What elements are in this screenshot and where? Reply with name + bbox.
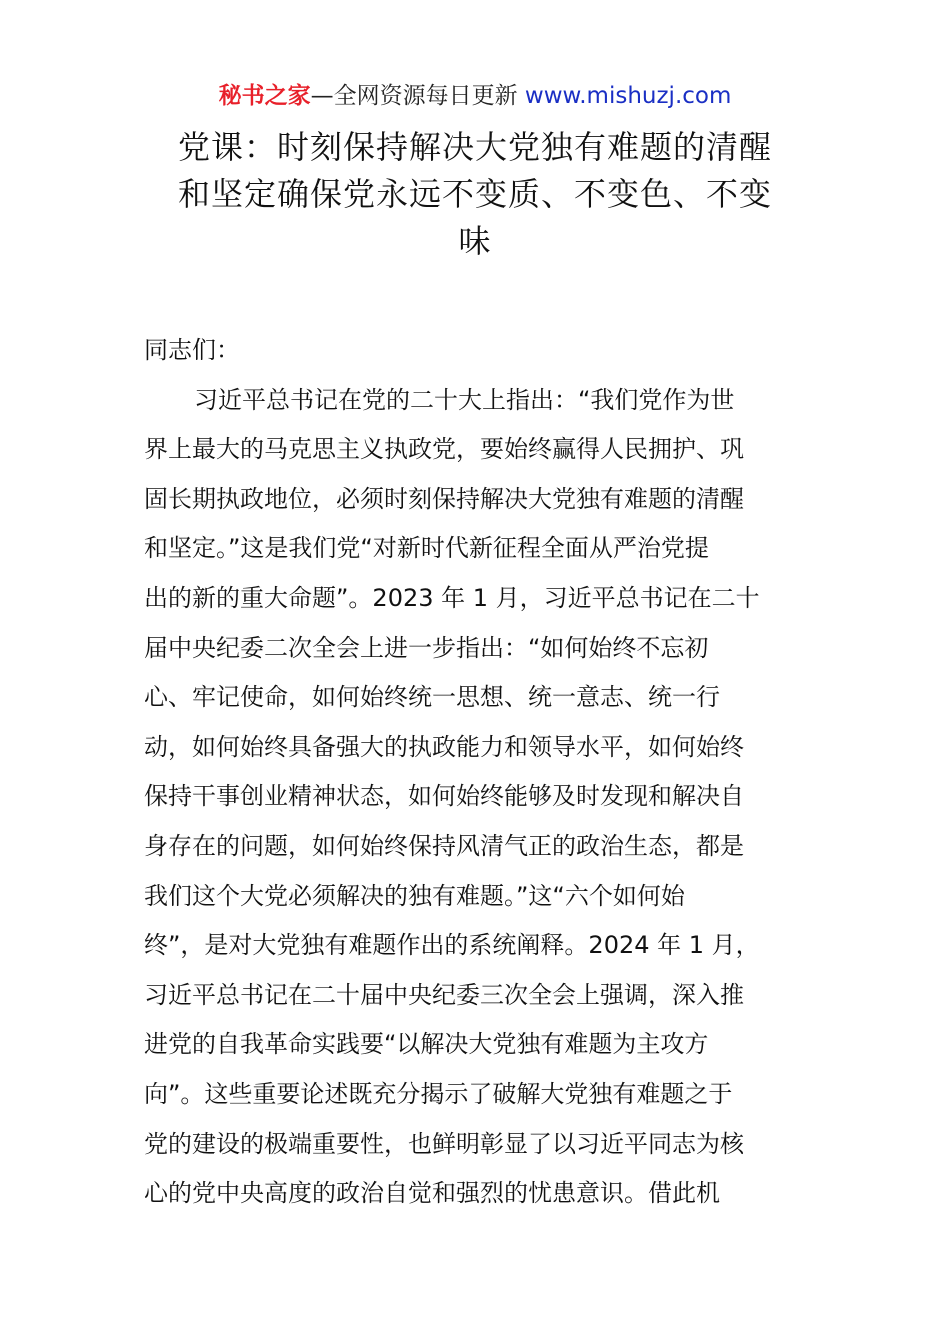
title-line: 党课：时刻保持解决大党独有难题的清醒 [177,128,772,166]
body-line: 习近平总书记在二十届中央纪委三次全会上强调，深入推 [144,980,744,1009]
title-line: 味 [458,222,492,260]
site-tagline: —全网资源每日更新 [310,83,525,109]
body-line: 出的新的重大命题”。2023 年 1 月，习近平总书记在二十 [144,583,760,612]
body-line: 党的建设的极端重要性，也鲜明彰显了以习近平同志为核 [144,1129,744,1158]
body-line: 终”，是对大党独有难题作出的系统阐释。2024 年 1 月， [144,931,760,960]
salutation: 同志们： [144,336,240,364]
body-line: 习近平总书记在党的二十大上指出：“我们党作为世 [194,385,735,414]
title-line: 和坚定确保党永远不变质、不变色、不变 [177,175,772,213]
body-line: 保持干事创业精神状态，如何始终能够及时发现和解决自 [144,782,744,811]
body-line: 身存在的问题，如何始终保持风清气正的政治生态，都是 [144,831,744,860]
document-body [144,326,814,1219]
site-brand: 秘书之家 [218,83,311,109]
body-line: 进党的自我革命实践要“以解决大党独有难题为主攻方 [144,1030,709,1059]
document-title [140,124,810,265]
body-line: 和坚定。”这是我们党“对新时代新征程全面从严治党提 [144,534,709,563]
body-line: 向”。这些重要论述既充分揭示了破解大党独有难题之于 [144,1079,733,1108]
body-line: 心、牢记使命，如何始终统一思想、统一意志、统一行 [144,683,720,712]
site-header [0,80,950,112]
site-url-link[interactable]: www.mishuzj.com [524,83,732,109]
body-line: 届中央纪委二次全会上进一步指出：“如何始终不忘初 [144,633,709,662]
body-line: 心的党中央高度的政治自觉和强烈的忧患意识。借此机 [144,1179,720,1208]
body-line: 界上最大的马克思主义执政党，要始终赢得人民拥护、巩 [144,435,744,464]
body-line: 动，如何始终具备强大的执政能力和领导水平，如何始终 [144,732,744,761]
body-line: 我们这个大党必须解决的独有难题。”这“六个如何始 [144,881,685,910]
body-line: 固长期执政地位，必须时刻保持解决大党独有难题的清醒 [144,484,744,513]
